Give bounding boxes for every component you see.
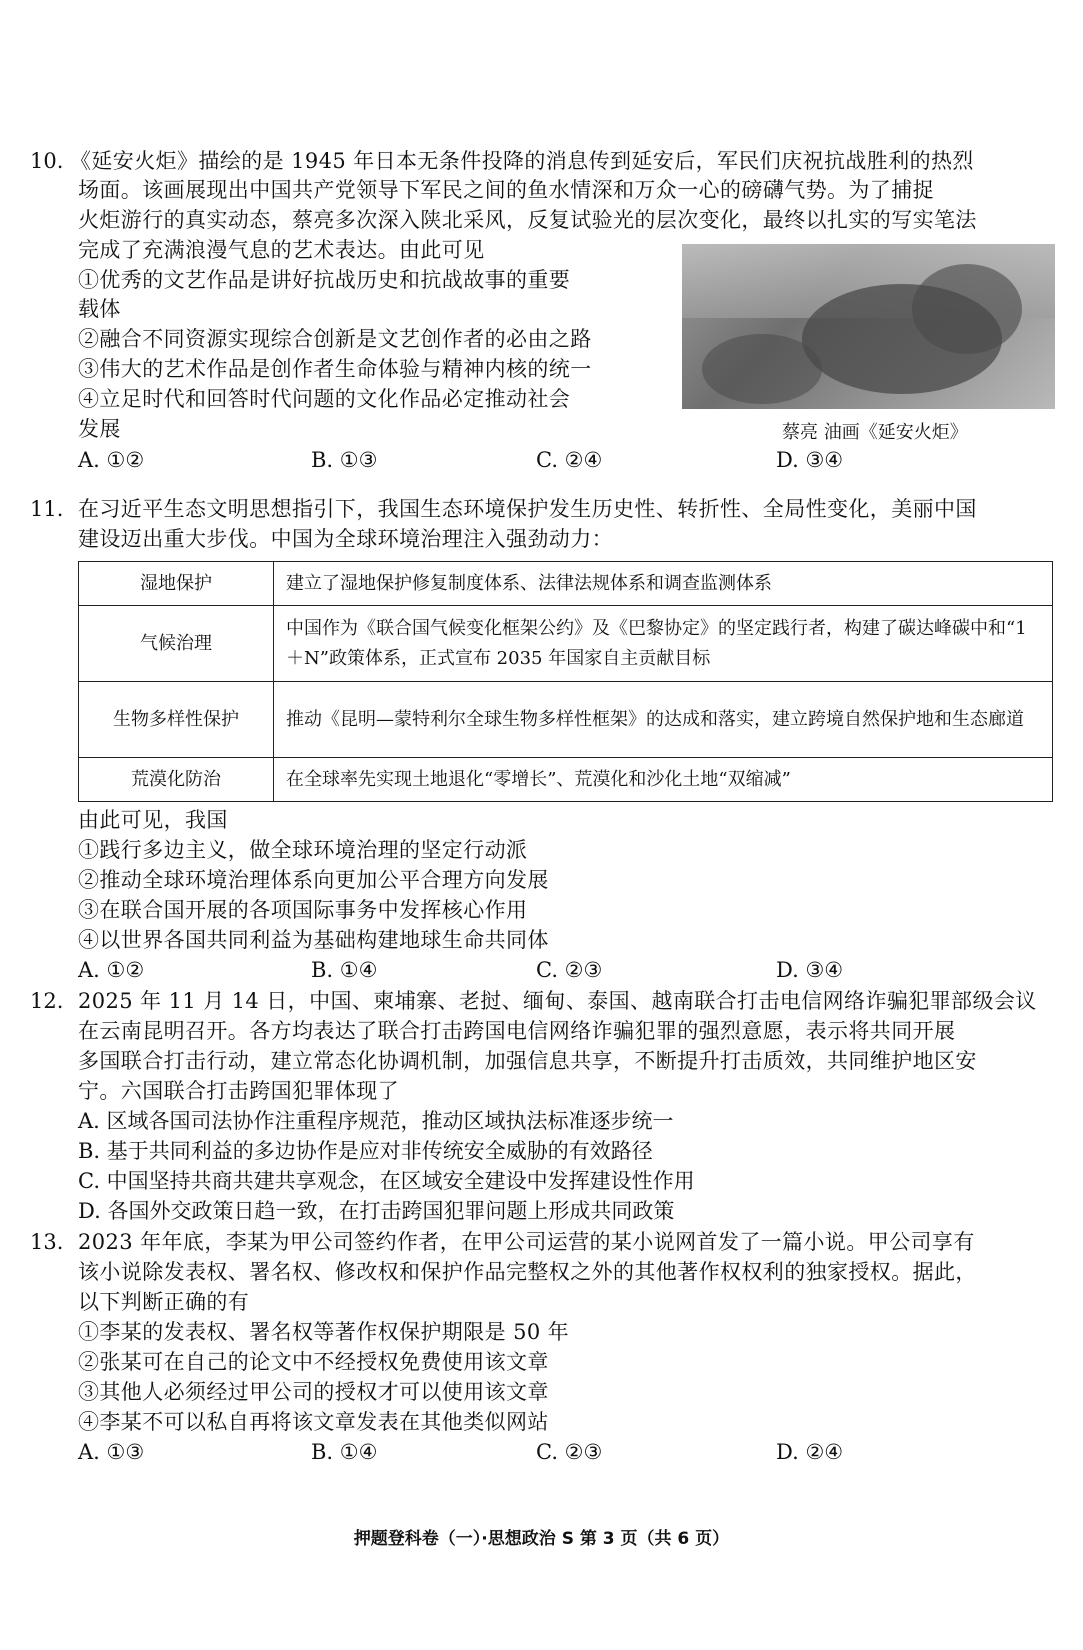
q10-option-c: C. ②④ — [536, 448, 603, 472]
q13-option-a: A. ①③ — [78, 1440, 145, 1464]
q10-line: 《延安火炬》描绘的是 1945 年日本无条件投降的消息传到延安后，军民们庆祝抗战胜利的热烈 — [70, 149, 974, 173]
environment-table — [78, 561, 1053, 802]
q11-option-d: D. ③④ — [776, 958, 844, 982]
q13-statement: ①李某的发表权、署名权等著作权保护期限是 50 年 — [78, 1320, 570, 1344]
q10-statement: 发展 — [78, 417, 121, 441]
q10-line: 完成了充满浪漫气息的艺术表达。由此可见 — [78, 238, 485, 262]
table-cell-value: 推动《昆明—蒙特利尔全球生物多样性框架》的达成和落实，建立跨境自然保护地和生态廊道 — [274, 682, 1053, 758]
q12-option-a: A. 区域各国司法协作注重程序规范，推动区域执法标准逐步统一 — [78, 1109, 674, 1133]
page-footer: 押题登科卷（一）·思想政治 S 第 3 页（共 6 页） — [353, 1529, 730, 1549]
table-row — [79, 562, 1053, 606]
table-cell-key: 气候治理 — [79, 606, 274, 682]
table-cell-value: 中国作为《联合国气候变化框架公约》及《巴黎协定》的坚定践行者，构建了碳达峰碳中和“1＋N”政策体系，正式宣布 2035 年国家自主贡献目标 — [274, 606, 1053, 682]
q11-option-a: A. ①② — [78, 958, 145, 982]
q10-statement: ②融合不同资源实现综合创新是文艺创作者的必由之路 — [78, 327, 592, 351]
q13-option-c: C. ②③ — [536, 1440, 603, 1464]
q10-statement: 载体 — [78, 297, 121, 321]
table-cell-value: 在全球率先实现土地退化“零增长”、荒漠化和沙化土地“双缩减” — [274, 758, 1053, 802]
q10-line: 火炬游行的真实动态，蔡亮多次深入陕北采风，反复试验光的层次变化，最终以扎实的写实笔法 — [78, 208, 977, 232]
q10-line: 场面。该画展现出中国共产党领导下军民之间的鱼水情深和万众一心的磅礴气势。为了捕捉 — [78, 178, 934, 202]
q10-option-d: D. ③④ — [776, 448, 844, 472]
question-12-number: 12. — [30, 989, 64, 1013]
q12-option-c: C. 中国坚持共商共建共享观念，在区域安全建设中发挥建设性作用 — [78, 1169, 695, 1193]
table-row — [79, 606, 1053, 682]
q11-statement: ②推动全球环境治理体系向更加公平合理方向发展 — [78, 868, 549, 892]
q12-line: 多国联合打击行动，建立常态化协调机制，加强信息共享，不断提升打击质效，共同维护地区安 — [78, 1049, 977, 1073]
q12-option-d: D. 各国外交政策日趋一致，在打击跨国犯罪问题上形成共同政策 — [78, 1199, 675, 1223]
q13-statement: ③其他人必须经过甲公司的授权才可以使用该文章 — [78, 1380, 549, 1404]
q13-option-d: D. ②④ — [776, 1440, 844, 1464]
table-row — [79, 682, 1053, 758]
table-row — [79, 758, 1053, 802]
q10-option-b: B. ①③ — [311, 448, 378, 472]
q11-statement: ④以世界各国共同利益为基础构建地球生命共同体 — [78, 928, 549, 952]
q10-statement: ④立足时代和回答时代问题的文化作品必定推动社会 — [78, 387, 571, 411]
question-11-number: 11. — [30, 497, 64, 521]
q13-statement: ④李某不可以私自再将该文章发表在其他类似网站 — [78, 1410, 549, 1434]
table-cell-key: 荒漠化防治 — [79, 758, 274, 802]
table-cell-key: 湿地保护 — [79, 562, 274, 606]
q11-option-b: B. ①④ — [311, 958, 378, 982]
q11-line: 由此可见，我国 — [78, 808, 228, 832]
q11-line: 在习近平生态文明思想指引下，我国生态环境保护发生历史性、转折性、全局性变化，美丽中国 — [78, 497, 977, 521]
q13-line: 该小说除发表权、署名权、修改权和保护作品完整权之外的其他著作权权利的独家授权。据此， — [78, 1260, 977, 1284]
question-13-number: 13. — [30, 1230, 64, 1254]
q11-statement: ③在联合国开展的各项国际事务中发挥核心作用 — [78, 898, 528, 922]
table-cell-value: 建立了湿地保护修复制度体系、法律法规体系和调查监测体系 — [274, 562, 1053, 606]
table-cell-key: 生物多样性保护 — [79, 682, 274, 758]
q12-line: 宁。六国联合打击跨国犯罪体现了 — [78, 1079, 399, 1103]
q13-option-b: B. ①④ — [311, 1440, 378, 1464]
q12-line: 2025 年 11 月 14 日，中国、柬埔寨、老挝、缅甸、泰国、越南联合打击电信网络诈骗犯罪部级会议 — [78, 989, 1037, 1013]
q11-statement: ①践行多边主义，做全球环境治理的坚定行动派 — [78, 838, 528, 862]
q11-option-c: C. ②③ — [536, 958, 603, 982]
q10-option-a: A. ①② — [78, 448, 145, 472]
q12-line: 在云南昆明召开。各方均表达了联合打击跨国电信网络诈骗犯罪的强烈意愿，表示将共同开展 — [78, 1019, 956, 1043]
q10-statement: ③伟大的艺术作品是创作者生命体验与精神内核的统一 — [78, 357, 592, 381]
q13-line: 以下判断正确的有 — [78, 1290, 250, 1314]
q11-line: 建设迈出重大步伐。中国为全球环境治理注入强劲动力： — [78, 527, 613, 551]
q13-line: 2023 年年底，李某为甲公司签约作者，在甲公司运营的某小说网首发了一篇小说。甲公司享有 — [78, 1230, 975, 1254]
painting-caption: 蔡亮 油画《延安火炬》 — [782, 422, 968, 443]
q10-statement: ①优秀的文艺作品是讲好抗战历史和抗战故事的重要 — [78, 268, 571, 292]
oil-painting-image — [682, 244, 1055, 409]
q12-option-b: B. 基于共同利益的多边协作是应对非传统安全威胁的有效路径 — [78, 1139, 653, 1163]
q13-statement: ②张某可在自己的论文中不经授权免费使用该文章 — [78, 1350, 549, 1374]
question-10-number: 10. — [30, 149, 64, 173]
